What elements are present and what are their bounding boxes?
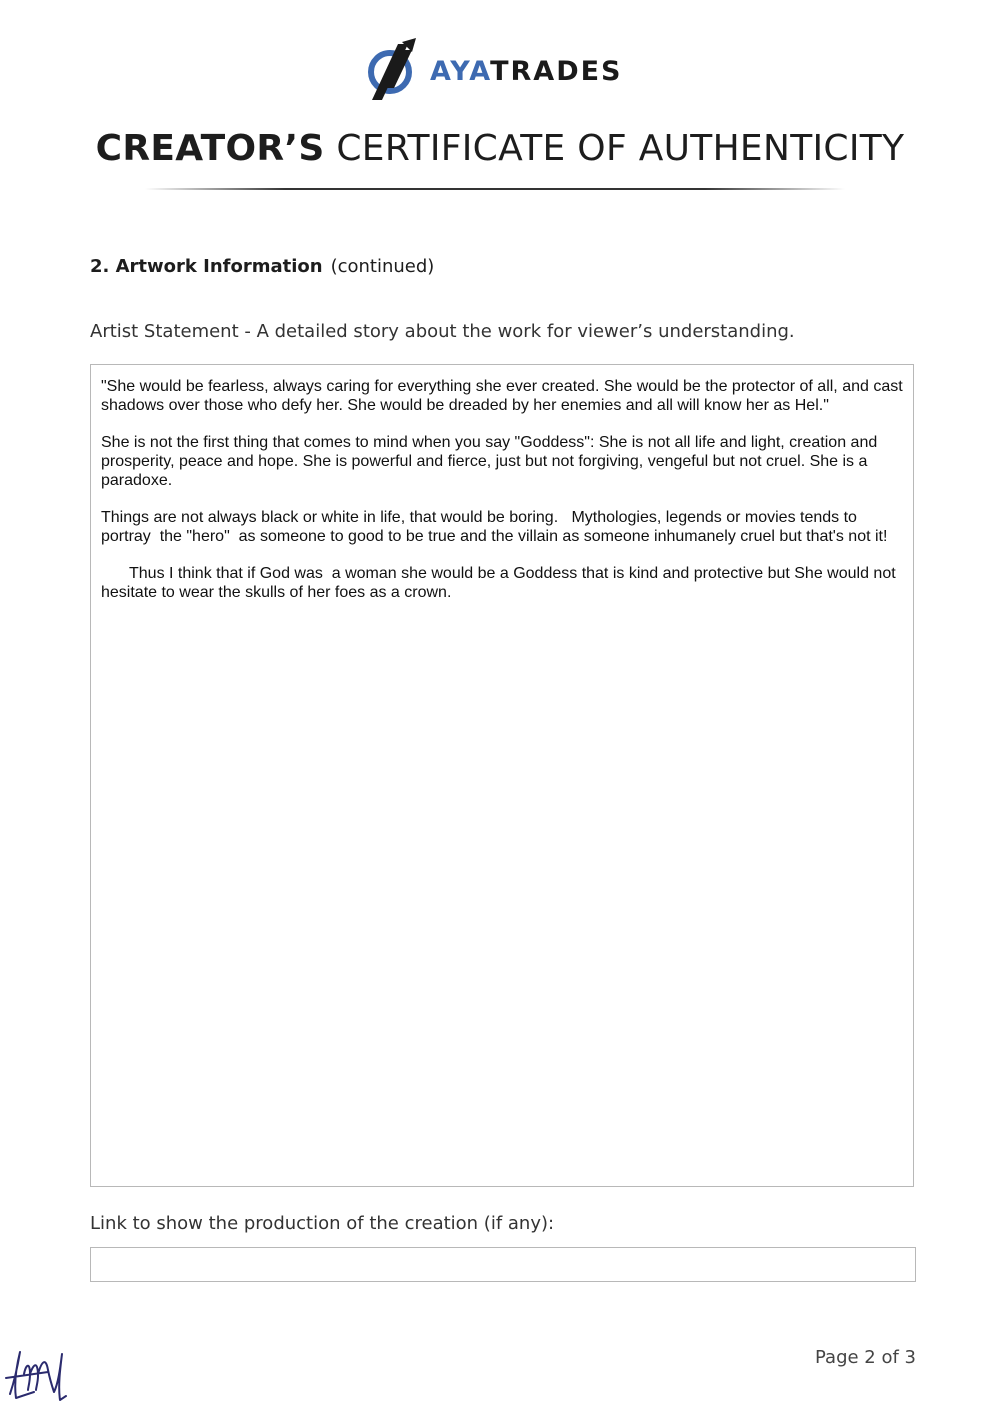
section-heading bbox=[90, 256, 434, 277]
handwritten-signature bbox=[4, 1334, 68, 1406]
statement-paragraph: "She would be fearless, always caring for everything she ever created. She would be the protector of all, and cast shadows over those who defy her. She would be dreaded by her enemies and all will know her as Hel." bbox=[101, 378, 908, 414]
section-heading-title: 2. Artwork Information bbox=[90, 256, 323, 277]
brand-name bbox=[430, 56, 623, 87]
page-title bbox=[0, 128, 1000, 169]
production-link-field[interactable] bbox=[90, 1247, 916, 1282]
section-heading-suffix: (continued) bbox=[330, 256, 435, 277]
brand-name-primary: AYA bbox=[430, 55, 491, 87]
title-divider bbox=[145, 188, 845, 190]
page-number: Page 2 of 3 bbox=[815, 1347, 916, 1368]
production-link-label: Link to show the production of the creation (if any): bbox=[90, 1213, 555, 1234]
page-title-light: CERTIFICATE OF AUTHENTICITY bbox=[324, 128, 905, 169]
statement-paragraph: Thus I think that if God was a woman she would be a Goddess that is kind and protective but She would not hesitate to wear the skulls of her foes as a crown. bbox=[101, 565, 901, 601]
statement-paragraph: Things are not always black or white in life, that would be boring. Mythologies, legends or movies tends to portray the "hero" as someone to good to be true and the villain as someone inhumanely cruel but that's not it! bbox=[101, 509, 888, 545]
artist-statement-field[interactable] bbox=[90, 364, 914, 1187]
brand-logo bbox=[368, 35, 638, 107]
statement-paragraph: She is not the first thing that comes to mind when you say "Goddess": She is not all life and light, creation and prosperity, peace and hope. She is powerful and fierce, just but not forgiving, vengeful but not cruel. She is a paradoxe. bbox=[101, 434, 882, 489]
brand-name-secondary: TRADES bbox=[490, 55, 623, 87]
artist-statement-label: Artist Statement - A detailed story about the work for viewer’s understanding. bbox=[90, 321, 795, 342]
ayatrades-logo-icon bbox=[368, 36, 418, 106]
header bbox=[0, 30, 1000, 110]
page-title-bold: CREATOR’S bbox=[95, 128, 325, 169]
